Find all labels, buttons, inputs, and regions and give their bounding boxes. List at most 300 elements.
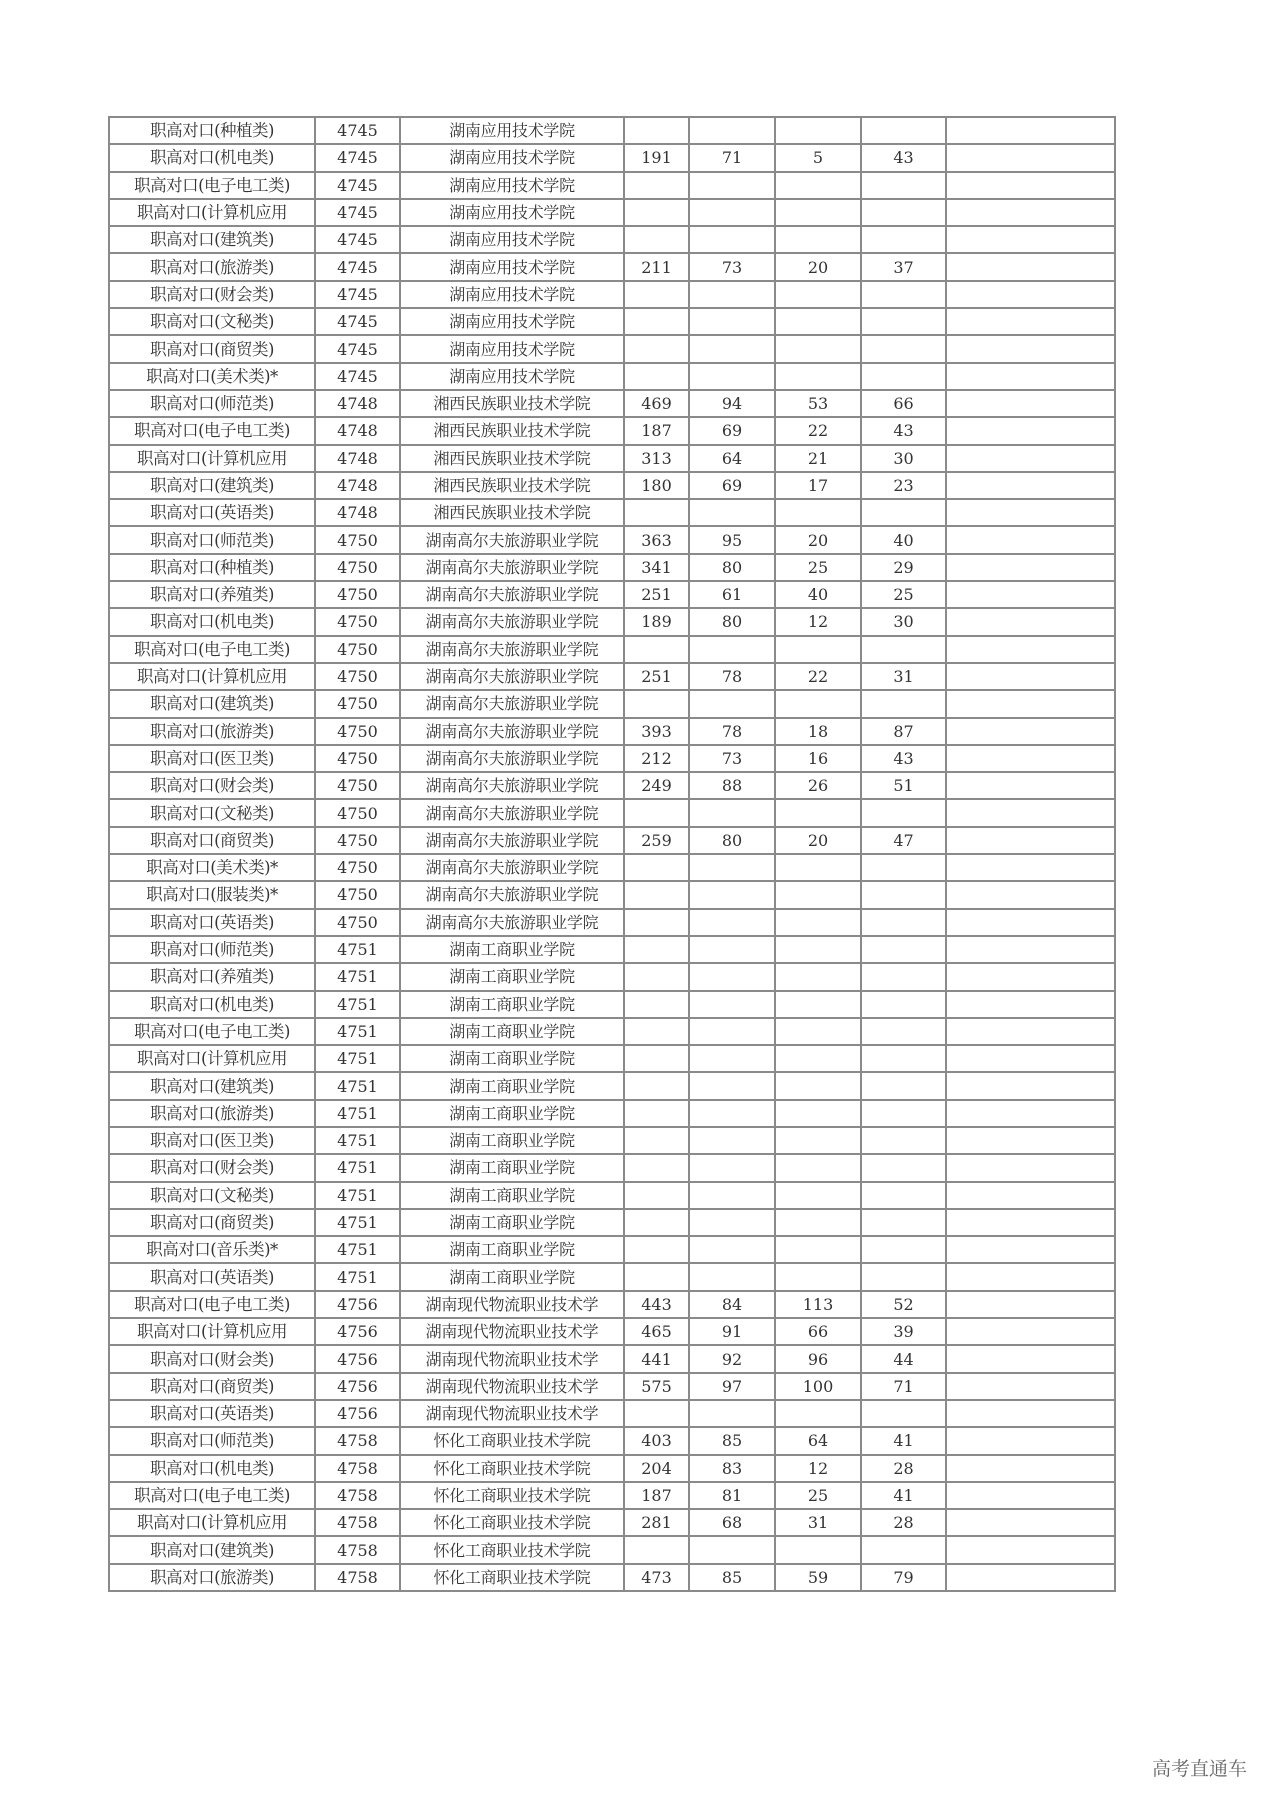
school-code-cell: 4750 xyxy=(315,526,400,553)
school-code-cell: 4748 xyxy=(315,472,400,499)
value-cell-3 xyxy=(775,335,861,362)
category-cell: 职高对口(服装类)* xyxy=(109,881,315,908)
value-cell-1: 281 xyxy=(624,1509,689,1536)
value-cell-3 xyxy=(775,363,861,390)
blank-cell xyxy=(946,1263,1115,1290)
school-name-cell: 湖南应用技术学院 xyxy=(400,363,624,390)
value-cell-2 xyxy=(689,963,775,990)
value-cell-3: 12 xyxy=(775,1455,861,1482)
value-cell-4 xyxy=(861,1100,946,1127)
school-code-cell: 4750 xyxy=(315,608,400,635)
school-name-cell: 湖南高尔夫旅游职业学院 xyxy=(400,881,624,908)
blank-cell xyxy=(946,963,1115,990)
value-cell-4 xyxy=(861,172,946,199)
school-code-cell: 4751 xyxy=(315,1154,400,1181)
blank-cell xyxy=(946,199,1115,226)
category-cell: 职高对口(文秘类) xyxy=(109,308,315,335)
school-code-cell: 4750 xyxy=(315,881,400,908)
value-cell-3: 20 xyxy=(775,253,861,280)
value-cell-1 xyxy=(624,1127,689,1154)
value-cell-2 xyxy=(689,1154,775,1181)
value-cell-2: 94 xyxy=(689,390,775,417)
table-row xyxy=(109,1345,1115,1372)
value-cell-2 xyxy=(689,1236,775,1263)
blank-cell xyxy=(946,1018,1115,1045)
value-cell-4: 71 xyxy=(861,1373,946,1400)
category-cell: 职高对口(财会类) xyxy=(109,1345,315,1372)
value-cell-2: 80 xyxy=(689,554,775,581)
value-cell-2 xyxy=(689,199,775,226)
school-code-cell: 4748 xyxy=(315,417,400,444)
value-cell-3: 22 xyxy=(775,663,861,690)
value-cell-2: 91 xyxy=(689,1318,775,1345)
value-cell-1 xyxy=(624,363,689,390)
table-row xyxy=(109,1100,1115,1127)
school-code-cell: 4751 xyxy=(315,1072,400,1099)
category-cell: 职高对口(美术类)* xyxy=(109,854,315,881)
value-cell-2 xyxy=(689,1209,775,1236)
value-cell-2 xyxy=(689,909,775,936)
school-name-cell: 湖南现代物流职业技术学 xyxy=(400,1373,624,1400)
value-cell-4: 79 xyxy=(861,1564,946,1591)
value-cell-1: 259 xyxy=(624,827,689,854)
school-code-cell: 4751 xyxy=(315,1236,400,1263)
value-cell-1: 189 xyxy=(624,608,689,635)
value-cell-4 xyxy=(861,1400,946,1427)
value-cell-3: 59 xyxy=(775,1564,861,1591)
value-cell-2: 84 xyxy=(689,1291,775,1318)
value-cell-2 xyxy=(689,799,775,826)
blank-cell xyxy=(946,253,1115,280)
value-cell-4: 52 xyxy=(861,1291,946,1318)
value-cell-3 xyxy=(775,1400,861,1427)
value-cell-4 xyxy=(861,1209,946,1236)
value-cell-1 xyxy=(624,1263,689,1290)
value-cell-1 xyxy=(624,499,689,526)
value-cell-1 xyxy=(624,1045,689,1072)
value-cell-3 xyxy=(775,1018,861,1045)
value-cell-3: 21 xyxy=(775,445,861,472)
category-cell: 职高对口(电子电工类) xyxy=(109,417,315,444)
value-cell-3: 5 xyxy=(775,144,861,171)
category-cell: 职高对口(建筑类) xyxy=(109,1536,315,1563)
school-name-cell: 湖南工商职业学院 xyxy=(400,1100,624,1127)
value-cell-4: 30 xyxy=(861,608,946,635)
school-name-cell: 湘西民族职业技术学院 xyxy=(400,499,624,526)
value-cell-4 xyxy=(861,1072,946,1099)
blank-cell xyxy=(946,1509,1115,1536)
blank-cell xyxy=(946,281,1115,308)
school-name-cell: 湖南高尔夫旅游职业学院 xyxy=(400,827,624,854)
table-row xyxy=(109,636,1115,663)
school-name-cell: 湖南工商职业学院 xyxy=(400,936,624,963)
value-cell-4 xyxy=(861,881,946,908)
value-cell-1 xyxy=(624,636,689,663)
school-name-cell: 湖南高尔夫旅游职业学院 xyxy=(400,718,624,745)
blank-cell xyxy=(946,499,1115,526)
value-cell-2 xyxy=(689,335,775,362)
table-row xyxy=(109,827,1115,854)
school-code-cell: 4750 xyxy=(315,909,400,936)
table-row xyxy=(109,1154,1115,1181)
value-cell-1 xyxy=(624,1536,689,1563)
value-cell-3: 96 xyxy=(775,1345,861,1372)
value-cell-1 xyxy=(624,1400,689,1427)
value-cell-3: 53 xyxy=(775,390,861,417)
value-cell-2: 71 xyxy=(689,144,775,171)
value-cell-2: 69 xyxy=(689,417,775,444)
value-cell-1 xyxy=(624,117,689,144)
value-cell-2 xyxy=(689,636,775,663)
value-cell-3 xyxy=(775,936,861,963)
school-code-cell: 4750 xyxy=(315,827,400,854)
school-code-cell: 4758 xyxy=(315,1509,400,1536)
value-cell-4 xyxy=(861,226,946,253)
blank-cell xyxy=(946,881,1115,908)
blank-cell xyxy=(946,390,1115,417)
table-row xyxy=(109,799,1115,826)
blank-cell xyxy=(946,1455,1115,1482)
table-row xyxy=(109,1373,1115,1400)
category-cell: 职高对口(种植类) xyxy=(109,554,315,581)
category-cell: 职高对口(商贸类) xyxy=(109,335,315,362)
school-code-cell: 4745 xyxy=(315,308,400,335)
table-row xyxy=(109,881,1115,908)
value-cell-3: 20 xyxy=(775,827,861,854)
value-cell-1 xyxy=(624,199,689,226)
school-code-cell: 4756 xyxy=(315,1318,400,1345)
table-row xyxy=(109,581,1115,608)
school-code-cell: 4750 xyxy=(315,636,400,663)
value-cell-3 xyxy=(775,226,861,253)
blank-cell xyxy=(946,417,1115,444)
value-cell-2 xyxy=(689,690,775,717)
value-cell-4: 29 xyxy=(861,554,946,581)
category-cell: 职高对口(商贸类) xyxy=(109,827,315,854)
category-cell: 职高对口(旅游类) xyxy=(109,718,315,745)
school-name-cell: 湖南高尔夫旅游职业学院 xyxy=(400,526,624,553)
category-cell: 职高对口(电子电工类) xyxy=(109,1018,315,1045)
school-name-cell: 湖南工商职业学院 xyxy=(400,1127,624,1154)
value-cell-1 xyxy=(624,226,689,253)
value-cell-3 xyxy=(775,1045,861,1072)
school-code-cell: 4750 xyxy=(315,581,400,608)
value-cell-4 xyxy=(861,636,946,663)
school-name-cell: 湖南工商职业学院 xyxy=(400,1236,624,1263)
value-cell-2 xyxy=(689,1045,775,1072)
value-cell-4 xyxy=(861,499,946,526)
category-cell: 职高对口(英语类) xyxy=(109,1263,315,1290)
value-cell-3: 22 xyxy=(775,417,861,444)
category-cell: 职高对口(师范类) xyxy=(109,526,315,553)
table-row xyxy=(109,1400,1115,1427)
value-cell-4: 87 xyxy=(861,718,946,745)
table-row xyxy=(109,1263,1115,1290)
table-row xyxy=(109,363,1115,390)
category-cell: 职高对口(医卫类) xyxy=(109,745,315,772)
value-cell-3: 31 xyxy=(775,1509,861,1536)
table-row xyxy=(109,199,1115,226)
blank-cell xyxy=(946,909,1115,936)
value-cell-3 xyxy=(775,799,861,826)
value-cell-3: 16 xyxy=(775,745,861,772)
table-row xyxy=(109,144,1115,171)
value-cell-1: 441 xyxy=(624,1345,689,1372)
value-cell-4: 44 xyxy=(861,1345,946,1372)
value-cell-4 xyxy=(861,1045,946,1072)
school-name-cell: 怀化工商职业技术学院 xyxy=(400,1536,624,1563)
value-cell-4 xyxy=(861,1536,946,1563)
school-code-cell: 4758 xyxy=(315,1427,400,1454)
school-name-cell: 湖南现代物流职业技术学 xyxy=(400,1345,624,1372)
value-cell-1 xyxy=(624,936,689,963)
blank-cell xyxy=(946,745,1115,772)
value-cell-4 xyxy=(861,991,946,1018)
blank-cell xyxy=(946,1345,1115,1372)
table-row xyxy=(109,909,1115,936)
blank-cell xyxy=(946,1291,1115,1318)
category-cell: 职高对口(财会类) xyxy=(109,281,315,308)
school-name-cell: 湖南现代物流职业技术学 xyxy=(400,1400,624,1427)
school-code-cell: 4750 xyxy=(315,718,400,745)
table-row xyxy=(109,1536,1115,1563)
category-cell: 职高对口(商贸类) xyxy=(109,1209,315,1236)
value-cell-2 xyxy=(689,1182,775,1209)
blank-cell xyxy=(946,1236,1115,1263)
school-name-cell: 湖南高尔夫旅游职业学院 xyxy=(400,663,624,690)
table-row xyxy=(109,663,1115,690)
school-code-cell: 4758 xyxy=(315,1455,400,1482)
value-cell-1 xyxy=(624,1154,689,1181)
admission-score-table xyxy=(108,116,1116,1592)
value-cell-4: 40 xyxy=(861,526,946,553)
value-cell-4: 31 xyxy=(861,663,946,690)
school-name-cell: 怀化工商职业技术学院 xyxy=(400,1564,624,1591)
blank-cell xyxy=(946,827,1115,854)
school-code-cell: 4751 xyxy=(315,936,400,963)
category-cell: 职高对口(医卫类) xyxy=(109,1127,315,1154)
school-code-cell: 4756 xyxy=(315,1373,400,1400)
school-name-cell: 湘西民族职业技术学院 xyxy=(400,390,624,417)
category-cell: 职高对口(美术类)* xyxy=(109,363,315,390)
value-cell-2: 95 xyxy=(689,526,775,553)
value-cell-4: 30 xyxy=(861,445,946,472)
blank-cell xyxy=(946,144,1115,171)
school-code-cell: 4751 xyxy=(315,1127,400,1154)
category-cell: 职高对口(电子电工类) xyxy=(109,172,315,199)
table-row xyxy=(109,1127,1115,1154)
value-cell-2 xyxy=(689,936,775,963)
category-cell: 职高对口(旅游类) xyxy=(109,1564,315,1591)
table-row xyxy=(109,718,1115,745)
blank-cell xyxy=(946,663,1115,690)
table-row xyxy=(109,745,1115,772)
table-row xyxy=(109,472,1115,499)
value-cell-2: 61 xyxy=(689,581,775,608)
value-cell-1 xyxy=(624,1209,689,1236)
value-cell-3: 26 xyxy=(775,772,861,799)
school-name-cell: 湖南高尔夫旅游职业学院 xyxy=(400,854,624,881)
value-cell-4: 51 xyxy=(861,772,946,799)
table-row xyxy=(109,335,1115,362)
value-cell-1: 473 xyxy=(624,1564,689,1591)
value-cell-3 xyxy=(775,963,861,990)
school-code-cell: 4745 xyxy=(315,253,400,280)
table-row xyxy=(109,253,1115,280)
category-cell: 职高对口(财会类) xyxy=(109,772,315,799)
value-cell-3 xyxy=(775,1209,861,1236)
table-row xyxy=(109,417,1115,444)
table-row xyxy=(109,1236,1115,1263)
blank-cell xyxy=(946,335,1115,362)
value-cell-2: 80 xyxy=(689,827,775,854)
value-cell-2: 85 xyxy=(689,1564,775,1591)
value-cell-3: 66 xyxy=(775,1318,861,1345)
value-cell-3 xyxy=(775,690,861,717)
value-cell-4: 37 xyxy=(861,253,946,280)
value-cell-1 xyxy=(624,909,689,936)
school-name-cell: 怀化工商职业技术学院 xyxy=(400,1427,624,1454)
value-cell-4 xyxy=(861,199,946,226)
school-code-cell: 4748 xyxy=(315,390,400,417)
school-name-cell: 湖南工商职业学院 xyxy=(400,991,624,1018)
table-row xyxy=(109,1291,1115,1318)
table-row xyxy=(109,526,1115,553)
table-row xyxy=(109,117,1115,144)
value-cell-3 xyxy=(775,499,861,526)
blank-cell xyxy=(946,1482,1115,1509)
value-cell-4 xyxy=(861,308,946,335)
school-name-cell: 湖南应用技术学院 xyxy=(400,308,624,335)
blank-cell xyxy=(946,1182,1115,1209)
table-row xyxy=(109,963,1115,990)
value-cell-1 xyxy=(624,799,689,826)
value-cell-1 xyxy=(624,690,689,717)
school-code-cell: 4745 xyxy=(315,281,400,308)
value-cell-1 xyxy=(624,281,689,308)
category-cell: 职高对口(计算机应用 xyxy=(109,1045,315,1072)
value-cell-2 xyxy=(689,1536,775,1563)
category-cell: 职高对口(英语类) xyxy=(109,1400,315,1427)
table-row xyxy=(109,1318,1115,1345)
value-cell-2: 73 xyxy=(689,745,775,772)
blank-cell xyxy=(946,554,1115,581)
blank-cell xyxy=(946,1127,1115,1154)
value-cell-1: 204 xyxy=(624,1455,689,1482)
value-cell-2 xyxy=(689,1263,775,1290)
value-cell-4 xyxy=(861,909,946,936)
blank-cell xyxy=(946,1154,1115,1181)
school-code-cell: 4751 xyxy=(315,991,400,1018)
value-cell-1: 180 xyxy=(624,472,689,499)
category-cell: 职高对口(计算机应用 xyxy=(109,1318,315,1345)
value-cell-2 xyxy=(689,854,775,881)
category-cell: 职高对口(英语类) xyxy=(109,499,315,526)
category-cell: 职高对口(电子电工类) xyxy=(109,1482,315,1509)
value-cell-1: 393 xyxy=(624,718,689,745)
blank-cell xyxy=(946,1318,1115,1345)
school-code-cell: 4750 xyxy=(315,663,400,690)
value-cell-3: 113 xyxy=(775,1291,861,1318)
category-cell: 职高对口(音乐类)* xyxy=(109,1236,315,1263)
value-cell-3 xyxy=(775,117,861,144)
value-cell-1: 363 xyxy=(624,526,689,553)
value-cell-3 xyxy=(775,172,861,199)
table-row xyxy=(109,1072,1115,1099)
category-cell: 职高对口(种植类) xyxy=(109,117,315,144)
blank-cell xyxy=(946,117,1115,144)
category-cell: 职高对口(文秘类) xyxy=(109,799,315,826)
value-cell-4: 43 xyxy=(861,417,946,444)
school-name-cell: 湖南工商职业学院 xyxy=(400,1182,624,1209)
value-cell-2 xyxy=(689,499,775,526)
school-name-cell: 湖南现代物流职业技术学 xyxy=(400,1318,624,1345)
school-code-cell: 4750 xyxy=(315,554,400,581)
school-code-cell: 4751 xyxy=(315,1045,400,1072)
value-cell-3 xyxy=(775,881,861,908)
value-cell-4: 28 xyxy=(861,1509,946,1536)
value-cell-4: 39 xyxy=(861,1318,946,1345)
value-cell-1 xyxy=(624,854,689,881)
value-cell-2: 92 xyxy=(689,1345,775,1372)
value-cell-1: 403 xyxy=(624,1427,689,1454)
value-cell-1: 211 xyxy=(624,253,689,280)
value-cell-4 xyxy=(861,799,946,826)
blank-cell xyxy=(946,991,1115,1018)
value-cell-1 xyxy=(624,1072,689,1099)
school-name-cell: 怀化工商职业技术学院 xyxy=(400,1509,624,1536)
value-cell-3 xyxy=(775,1236,861,1263)
school-name-cell: 湖南高尔夫旅游职业学院 xyxy=(400,690,624,717)
value-cell-4 xyxy=(861,335,946,362)
category-cell: 职高对口(计算机应用 xyxy=(109,199,315,226)
blank-cell xyxy=(946,1100,1115,1127)
school-name-cell: 湖南应用技术学院 xyxy=(400,172,624,199)
value-cell-1: 251 xyxy=(624,663,689,690)
table-row xyxy=(109,172,1115,199)
value-cell-3: 18 xyxy=(775,718,861,745)
value-cell-3 xyxy=(775,909,861,936)
value-cell-2 xyxy=(689,281,775,308)
watermark: 高考直通车 xyxy=(1152,1758,1248,1780)
table-row xyxy=(109,554,1115,581)
value-cell-3: 20 xyxy=(775,526,861,553)
category-cell: 职高对口(机电类) xyxy=(109,144,315,171)
blank-cell xyxy=(946,581,1115,608)
category-cell: 职高对口(旅游类) xyxy=(109,1100,315,1127)
school-name-cell: 湖南工商职业学院 xyxy=(400,1154,624,1181)
value-cell-3 xyxy=(775,281,861,308)
category-cell: 职高对口(财会类) xyxy=(109,1154,315,1181)
blank-cell xyxy=(946,608,1115,635)
value-cell-2: 97 xyxy=(689,1373,775,1400)
table-row xyxy=(109,991,1115,1018)
school-name-cell: 湖南高尔夫旅游职业学院 xyxy=(400,799,624,826)
value-cell-4: 25 xyxy=(861,581,946,608)
value-cell-2: 88 xyxy=(689,772,775,799)
category-cell: 职高对口(建筑类) xyxy=(109,690,315,717)
value-cell-2: 81 xyxy=(689,1482,775,1509)
school-code-cell: 4756 xyxy=(315,1345,400,1372)
value-cell-3 xyxy=(775,1100,861,1127)
table-row xyxy=(109,499,1115,526)
value-cell-1 xyxy=(624,335,689,362)
value-cell-2 xyxy=(689,226,775,253)
value-cell-1 xyxy=(624,881,689,908)
blank-cell xyxy=(946,936,1115,963)
value-cell-2: 73 xyxy=(689,253,775,280)
value-cell-4: 47 xyxy=(861,827,946,854)
